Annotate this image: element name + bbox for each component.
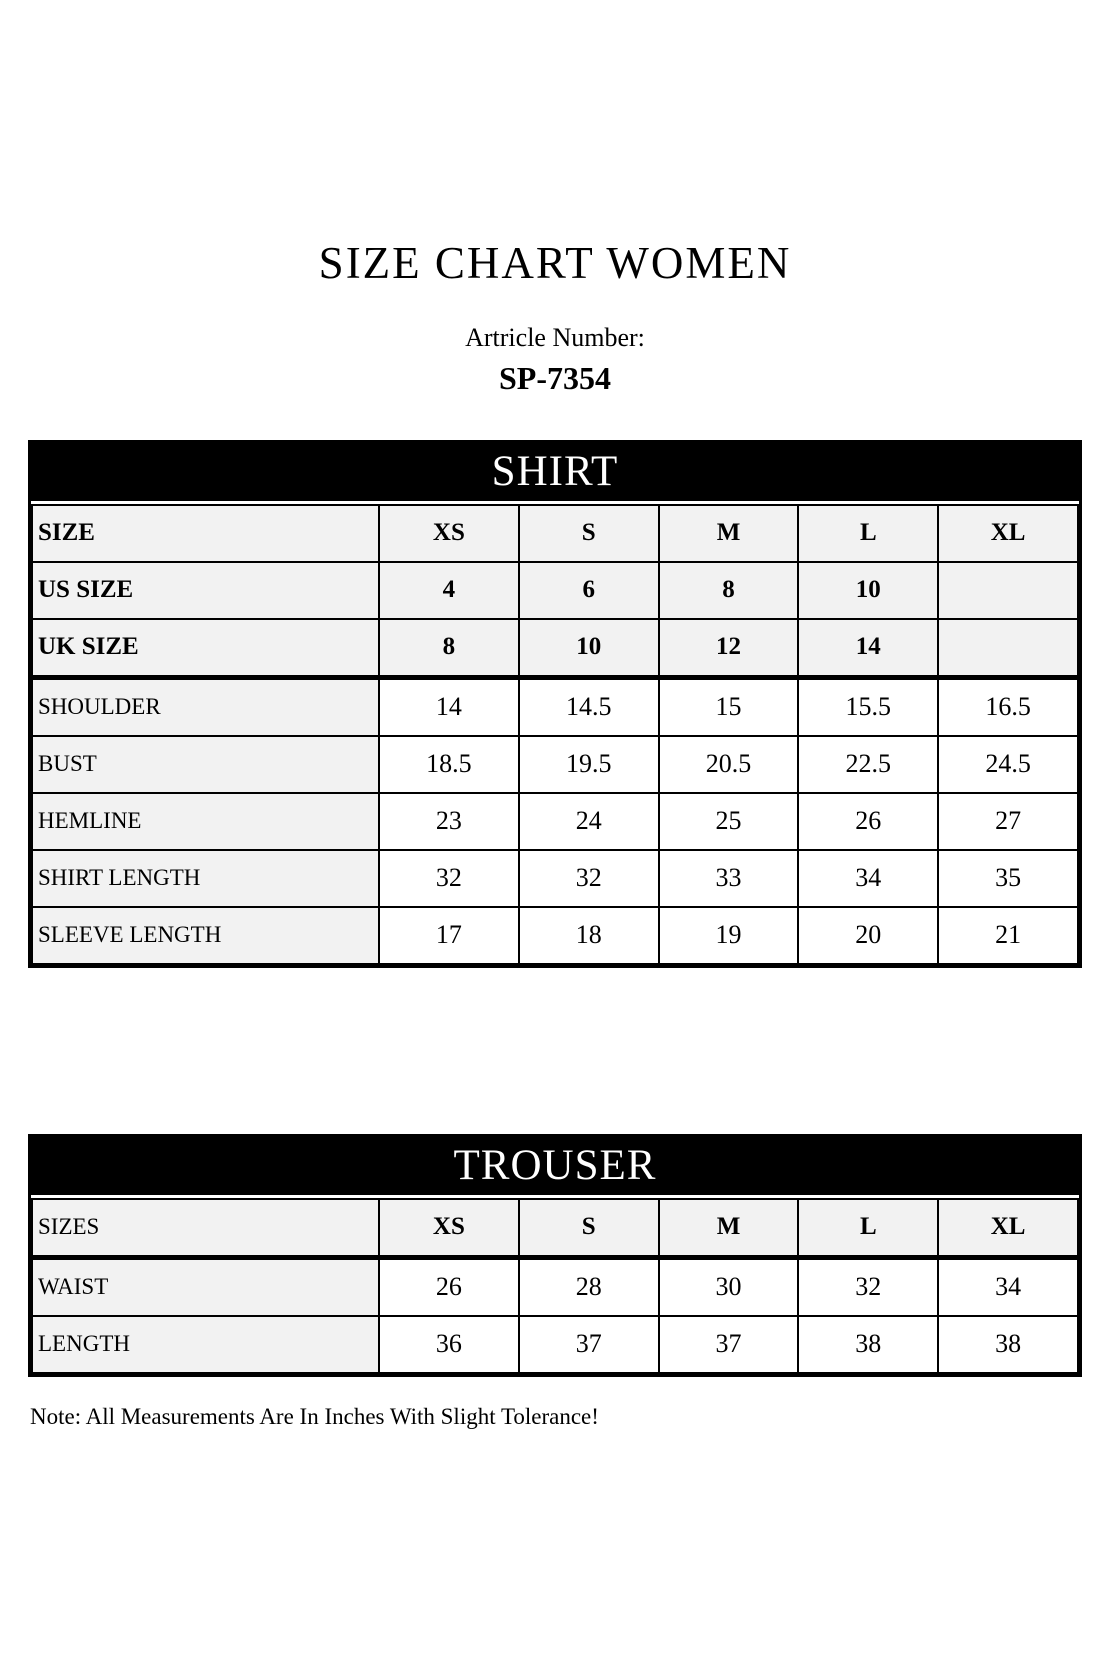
column-header-xs: XS [379, 505, 519, 562]
cell-value: 32 [798, 1257, 938, 1316]
column-header-xs: XS [379, 1199, 519, 1258]
row-label: SHOULDER [32, 677, 379, 736]
cell-value: 19.5 [519, 736, 659, 793]
shirt-length-row [32, 850, 1078, 907]
shirt-table-section [28, 440, 1082, 968]
cell-value: 23 [379, 793, 519, 850]
page-title: SIZE CHART WOMEN [318, 238, 792, 288]
cell-value: 38 [938, 1316, 1078, 1373]
column-header-xl: XL [938, 1199, 1078, 1258]
cell-value: 38 [798, 1316, 938, 1373]
cell-value: 25 [659, 793, 799, 850]
shirt-us-size-row [32, 562, 1078, 619]
cell-value: 8 [659, 562, 799, 619]
cell-value: 10 [519, 619, 659, 678]
row-label: SHIRT LENGTH [32, 850, 379, 907]
cell-value: 30 [659, 1257, 799, 1316]
cell-value: 19 [659, 907, 799, 964]
cell-value-empty [938, 619, 1078, 678]
cell-value: 34 [938, 1257, 1078, 1316]
trouser-table [31, 1198, 1079, 1374]
shirt-bust-row [32, 736, 1078, 793]
cell-value: 17 [379, 907, 519, 964]
shirt-hemline-row [32, 793, 1078, 850]
cell-value: 22.5 [798, 736, 938, 793]
cell-value: 12 [659, 619, 799, 678]
column-header-l: L [798, 505, 938, 562]
cell-value: 18.5 [379, 736, 519, 793]
column-header-m: M [659, 1199, 799, 1258]
cell-value: 35 [938, 850, 1078, 907]
trouser-sizes-row [32, 1199, 1078, 1258]
row-label: HEMLINE [32, 793, 379, 850]
cell-value: 6 [519, 562, 659, 619]
cell-value: 14.5 [519, 677, 659, 736]
trouser-table-section [28, 1134, 1082, 1377]
cell-value: 33 [659, 850, 799, 907]
cell-value: 4 [379, 562, 519, 619]
cell-value: 37 [519, 1316, 659, 1373]
row-label: BUST [32, 736, 379, 793]
cell-value: 21 [938, 907, 1078, 964]
cell-value: 28 [519, 1257, 659, 1316]
note-text: Note: All Measurements Are In Inches With Slight Tolerance! [30, 1403, 599, 1429]
shirt-sleeve-length-row [32, 907, 1078, 964]
cell-value: 18 [519, 907, 659, 964]
cell-value: 14 [379, 677, 519, 736]
row-label: SIZE [32, 505, 379, 562]
row-label: UK SIZE [32, 619, 379, 678]
cell-value: 16.5 [938, 677, 1078, 736]
shirt-size-row [32, 505, 1078, 562]
column-header-s: S [519, 1199, 659, 1258]
cell-value: 8 [379, 619, 519, 678]
cell-value: 14 [798, 619, 938, 678]
row-label: US SIZE [32, 562, 379, 619]
column-header-m: M [659, 505, 799, 562]
column-header-l: L [798, 1199, 938, 1258]
cell-value: 37 [659, 1316, 799, 1373]
cell-value: 15 [659, 677, 799, 736]
cell-value: 24.5 [938, 736, 1078, 793]
article-number-label: Artricle Number: [465, 323, 645, 352]
cell-value: 27 [938, 793, 1078, 850]
column-header-s: S [519, 505, 659, 562]
cell-value: 26 [798, 793, 938, 850]
trouser-length-row [32, 1316, 1078, 1373]
cell-value: 24 [519, 793, 659, 850]
cell-value: 26 [379, 1257, 519, 1316]
cell-value: 15.5 [798, 677, 938, 736]
shirt-table-title: SHIRT [31, 443, 1079, 504]
row-label: SIZES [32, 1199, 379, 1258]
shirt-table [31, 504, 1079, 965]
row-label: LENGTH [32, 1316, 379, 1373]
cell-value-empty [938, 562, 1078, 619]
article-number-value: SP-7354 [499, 360, 611, 397]
cell-value: 34 [798, 850, 938, 907]
cell-value: 20 [798, 907, 938, 964]
cell-value: 20.5 [659, 736, 799, 793]
trouser-waist-row [32, 1257, 1078, 1316]
shirt-uk-size-row [32, 619, 1078, 678]
row-label: SLEEVE LENGTH [32, 907, 379, 964]
cell-value: 32 [379, 850, 519, 907]
shirt-shoulder-row [32, 677, 1078, 736]
trouser-table-title: TROUSER [31, 1137, 1079, 1198]
cell-value: 36 [379, 1316, 519, 1373]
cell-value: 10 [798, 562, 938, 619]
row-label: WAIST [32, 1257, 379, 1316]
column-header-xl: XL [938, 505, 1078, 562]
cell-value: 32 [519, 850, 659, 907]
